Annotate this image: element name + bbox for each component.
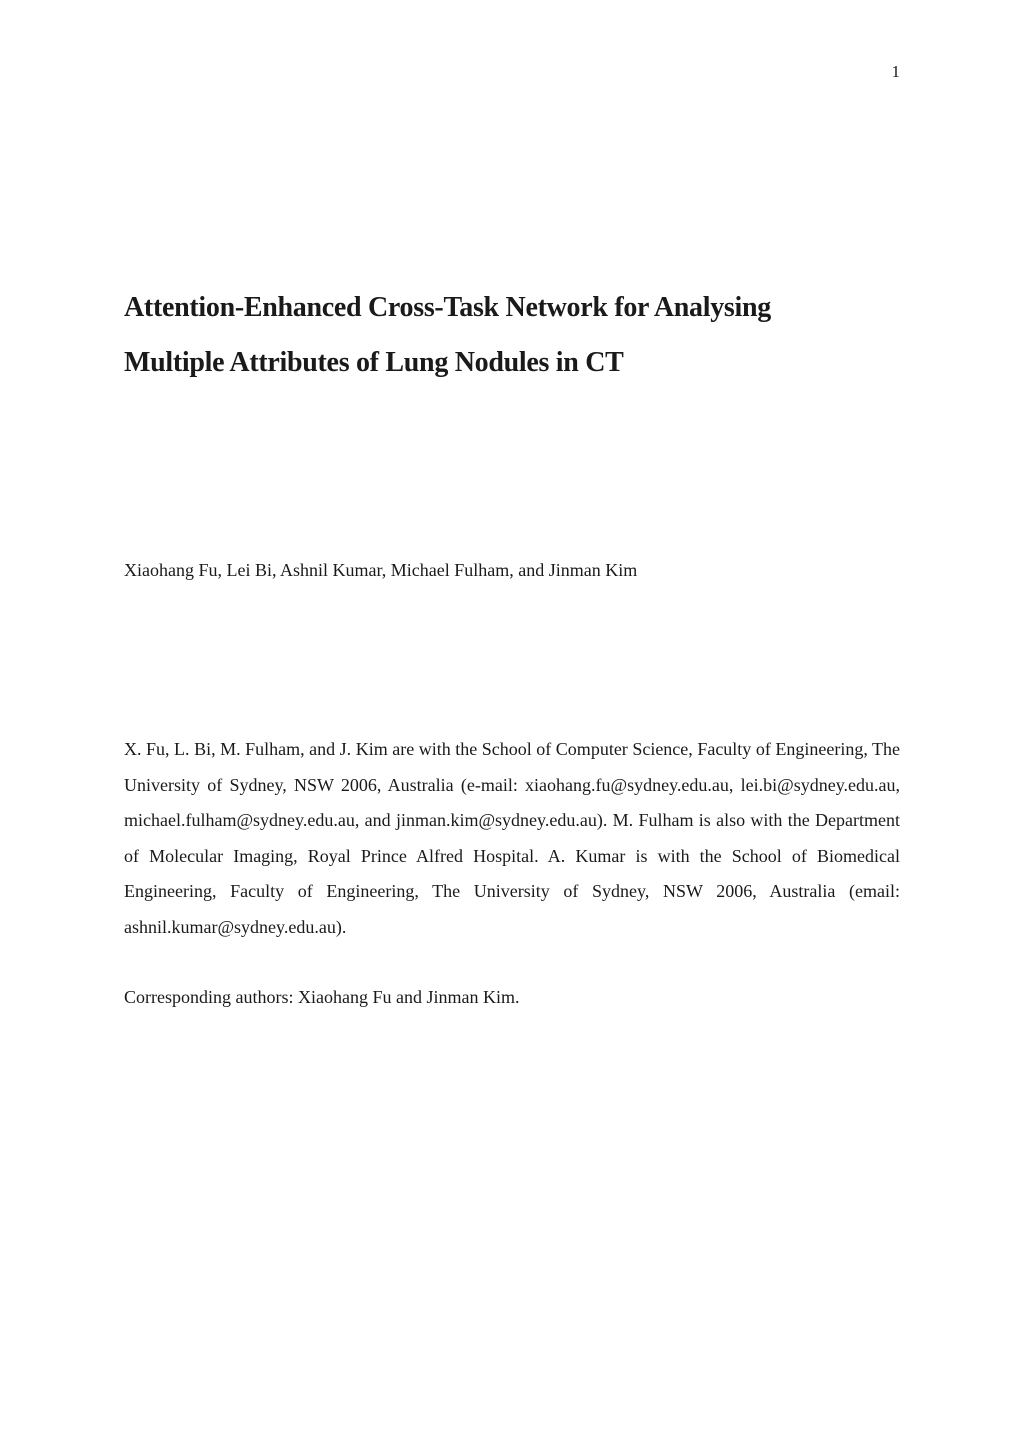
page-number: 1 bbox=[891, 62, 900, 81]
paper-title-line-1: Attention-Enhanced Cross-Task Network for Analysing bbox=[124, 292, 771, 323]
paper-title-line-2: Multiple Attributes of Lung Nodules in CT bbox=[124, 347, 624, 378]
corresponding-authors: Corresponding authors: Xiaohang Fu and Jinman Kim. bbox=[124, 987, 520, 1007]
paper-title bbox=[124, 280, 900, 390]
affiliation-text: X. Fu, L. Bi, M. Fulham, and J. Kim are with the School of Computer Science, Faculty of Engineering, The University of Sydney, NSW 2006, Australia (e-mail: xiaohang.fu@sydney.edu.au, lei.bi@sydney.edu.au, michael.fulham@sydney.edu.au, and jinman.kim@sydney.edu.au). M. Fulham is also with the Department of Molecular Imaging, Royal Prince Alfred Hospital. A. Kumar is with the School of Biomedical Engineering, Faculty of Engineering, The University of Sydney, NSW 2006, Australia (email: ashnil.kumar@sydney.edu.au). bbox=[124, 739, 900, 937]
affiliation-note bbox=[124, 732, 900, 946]
author-list: Xiaohang Fu, Lei Bi, Ashnil Kumar, Michael Fulham, and Jinman Kim bbox=[124, 560, 638, 580]
